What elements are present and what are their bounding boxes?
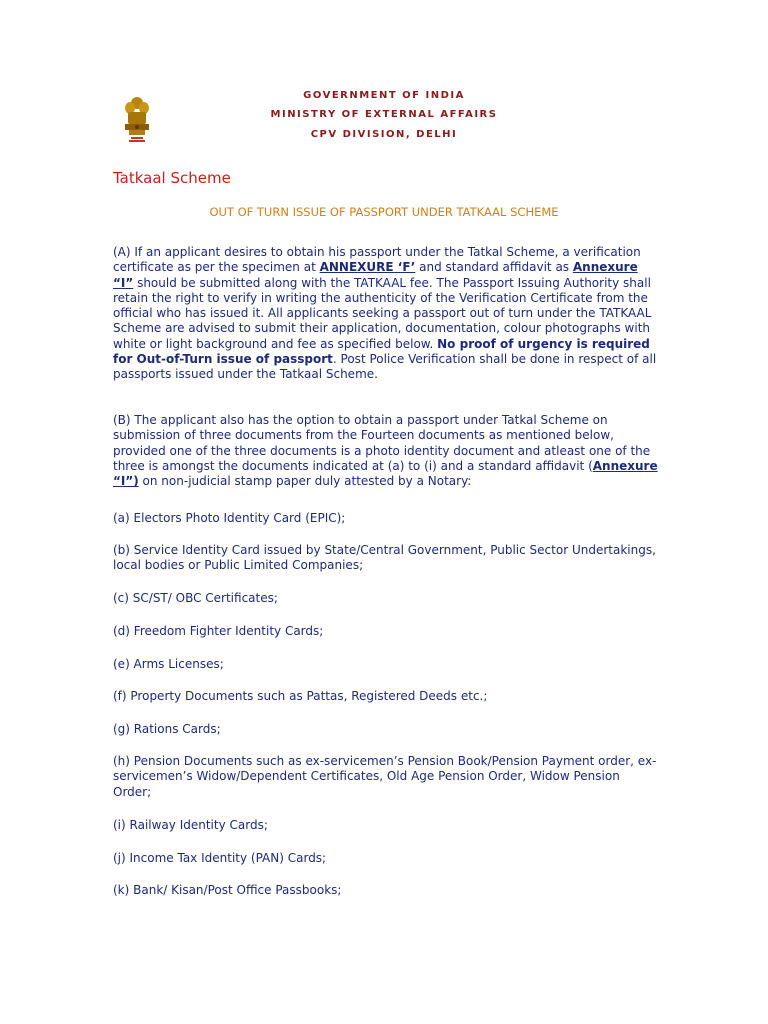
list-item: (g) Rations Cards;	[113, 722, 221, 736]
list-item: (c) SC/ST/ OBC Certificates;	[113, 591, 278, 605]
header-division: CPV DIVISION, DELHI	[310, 129, 458, 140]
header-government: GOVERNMENT OF INDIA	[303, 90, 465, 101]
list-item: (i) Railway Identity Cards;	[113, 818, 268, 832]
header-ministry: MINISTRY OF EXTERNAL AFFAIRS	[270, 109, 498, 120]
paragraph-a	[113, 245, 658, 383]
paragraph-a-text-2: and standard affidavit as	[415, 260, 573, 275]
paragraph-b	[113, 413, 658, 489]
list-item: (a) Electors Photo Identity Card (EPIC);	[113, 511, 346, 525]
paragraph-b-text-2: on non-judicial stamp paper duly attested by a Notary:	[138, 474, 472, 489]
page-title: Tatkaal Scheme	[113, 169, 231, 187]
list-item: (h) Pension Documents such as ex-servicemen’s Pension Book/Pension Payment order, ex-servicemen’s Widow/Dependent Certificates, Old Age Pension Order, Widow Pension Order;	[113, 754, 657, 799]
annexure-f-link[interactable]: ANNEXURE ‘F’	[319, 260, 416, 275]
list-item: (e) Arms Licenses;	[113, 657, 224, 671]
list-item: (b) Service Identity Card issued by State/Central Government, Public Sector Undertakings, local bodies or Public Limited Companies;	[113, 543, 656, 573]
paragraph-a-text-1: (A) If an applicant desires to obtain his passport under the Tatkal Scheme, a verification certificate as per the specimen at	[113, 245, 641, 275]
annexure-i-link[interactable]: Annexure “I”	[113, 260, 638, 290]
paragraph-a-text-3: should be submitted along with the TATKAAL fee. The Passport Issuing Authority shall retain the right to verify in writing the authenticity of the Verification Certificate from the official who has issued it. All applicants seeking a passport out of turn under the TATKAAL Scheme are advised to submit their application, documentation, colour photographs with white or light background and fee as specified below.	[113, 275, 652, 351]
section-subtitle: OUT OF TURN ISSUE OF PASSPORT UNDER TATKAAL SCHEME	[209, 205, 559, 219]
paragraph-a-text-4: . Post Police Verification shall be done in respect of all passports issued under the Tatkaal Scheme.	[113, 352, 657, 382]
list-item: (f) Property Documents such as Pattas, Registered Deeds etc.;	[113, 689, 488, 703]
paragraph-a-bold: No proof of urgency is required for Out-of-Turn issue of passport	[113, 336, 650, 367]
list-item: (k) Bank/ Kisan/Post Office Passbooks;	[113, 883, 342, 897]
annexure-i-link-b[interactable]: Annexure “I”)	[113, 458, 658, 489]
list-item: (d) Freedom Fighter Identity Cards;	[113, 624, 324, 638]
list-item: (j) Income Tax Identity (PAN) Cards;	[113, 851, 327, 865]
national-emblem-icon	[120, 94, 154, 150]
paragraph-b-text-1: (B) The applicant also has the option to obtain a passport under Tatkal Scheme on submission of three documents from the Fourteen documents as mentioned below, provided one of the three documents is a photo identity document and atleast one of the three is amongst the documents indicated at (a) to (i) and a standard affidavit (	[113, 413, 651, 473]
